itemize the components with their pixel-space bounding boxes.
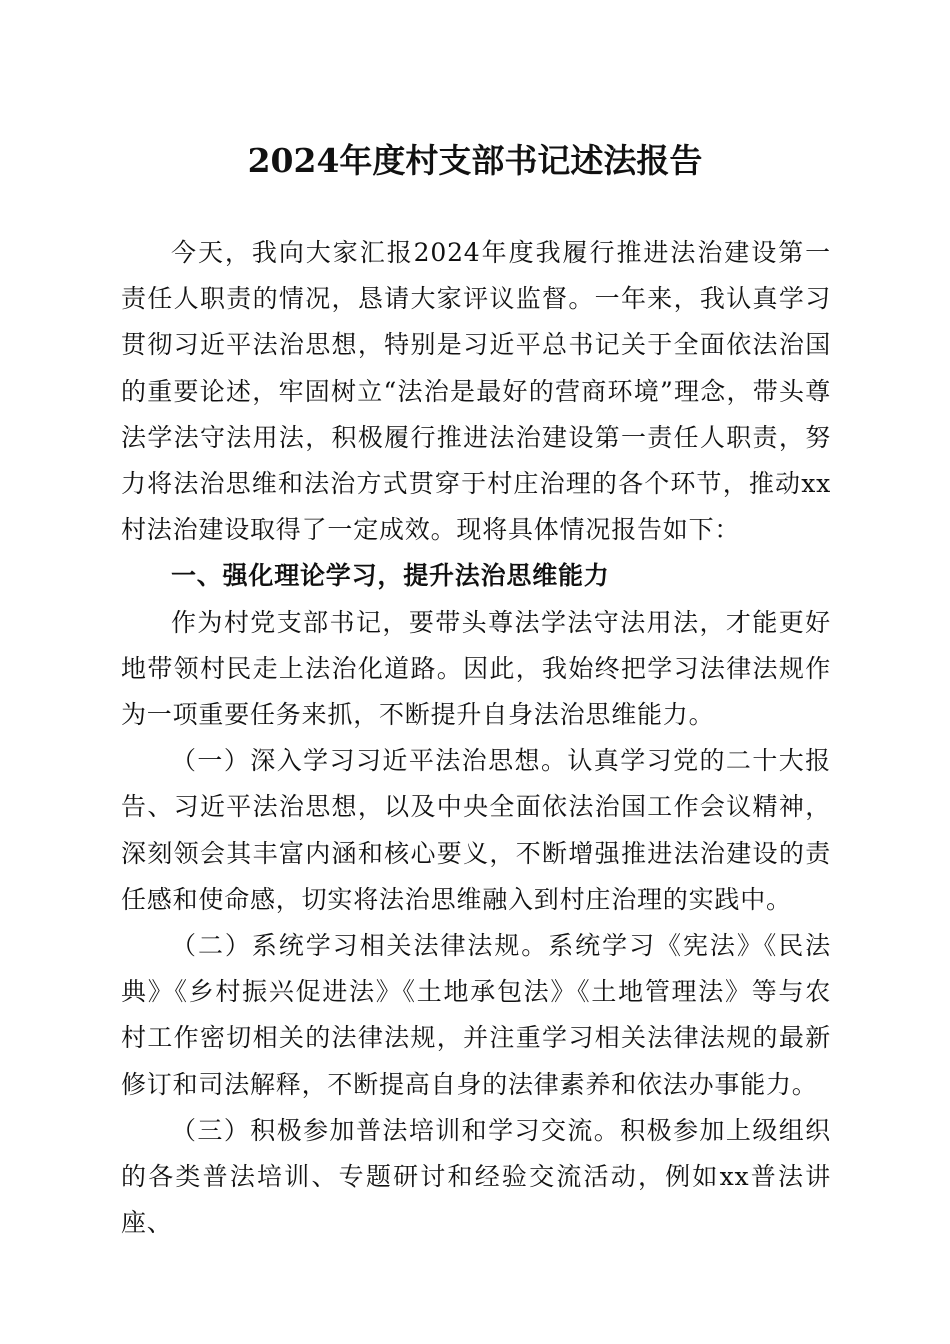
section-1-intro-paragraph: 作为村党支部书记，要带头尊法学法守法用法，才能更好地带领村民走上法治化道路。因此，我始终把学习法律法规作为一项重要任务来抓，不断提升自身法治思维能力。 bbox=[121, 607, 831, 730]
document-title: 2024年度村支部书记述法报告 bbox=[247, 141, 703, 180]
subsection-2-paragraph: （二）系统学习相关法律法规。系统学习《宪法》《民法典》《乡村振兴促进法》《土地承包法》《土地管理法》等与农村工作密切相关的法律法规，并注重学习相关法律法规的最新修订和司法解释，不断提高自身的法律素养和依法办事能力。 bbox=[121, 931, 831, 1099]
subsection-1-paragraph: （一）深入学习习近平法治思想。认真学习党的二十大报告、习近平法治思想，以及中央全面依法治国工作会议精神，深刻领会其丰富内涵和核心要义，不断增强推进法治建设的责任感和使命感，切实将法治思维融入到村庄治理的实践中。 bbox=[121, 746, 831, 914]
subsection-3-paragraph: （三）积极参加普法培训和学习交流。积极参加上级组织的各类普法培训、专题研讨和经验交流活动，例如xx普法讲座、 bbox=[121, 1115, 831, 1238]
document-body bbox=[121, 230, 831, 1246]
intro-paragraph: 今天，我向大家汇报2024年度我履行推进法治建设第一责任人职责的情况，恳请大家评议监督。一年来，我认真学习贯彻习近平法治思想，特别是习近平总书记关于全面依法治国的重要论述，牢固树立“法治是最好的营商环境”理念，带头尊法学法守法用法，积极履行推进法治建设第一责任人职责，努力将法治思维和法治方式贯穿于村庄治理的各个环节，推动xx村法治建设取得了一定成效。现将具体情况报告如下： bbox=[121, 238, 831, 545]
section-heading-1: 一、强化理论学习，提升法治思维能力 bbox=[171, 561, 610, 591]
